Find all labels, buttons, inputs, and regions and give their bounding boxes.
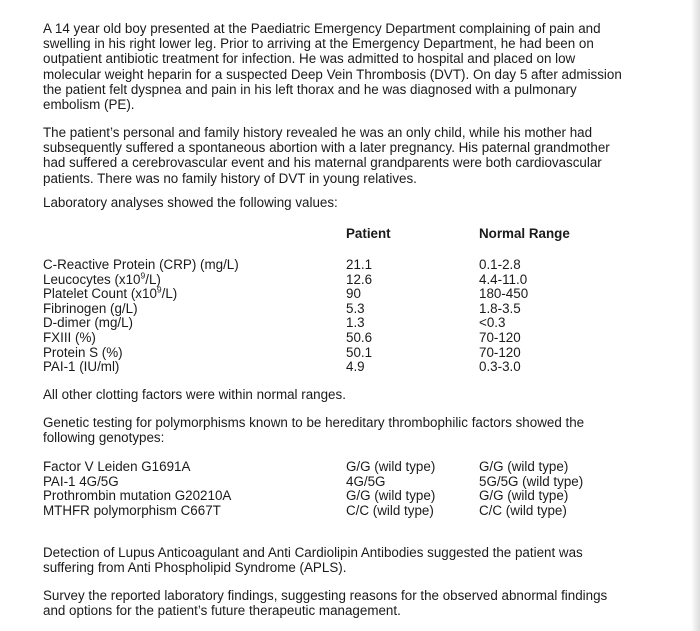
- genetic-normal-genotype: G/G (wild type): [479, 488, 569, 504]
- lab-test-name: Protein S (%): [43, 344, 123, 360]
- genetic-factor-name: PAI-1 4G/5G: [43, 473, 119, 489]
- table-row: [43, 345, 683, 360]
- lab-normal-range: 70-120: [479, 344, 521, 360]
- lab-header-normal-range: Normal Range: [479, 226, 570, 241]
- lab-patient-value: 50.1: [346, 344, 373, 360]
- table-row: [43, 474, 683, 489]
- lab-normal-range: 4.4-11.0: [479, 271, 528, 287]
- task-paragraph: [43, 588, 623, 618]
- lab-patient-value: 12.6: [346, 271, 373, 287]
- lab-test-name: PAI-1 (IU/ml): [43, 359, 120, 375]
- apls-text: Detection of Lupus Anticoagulant and Anti Cardiolipin Antibodies suggested the patient was suffering from Anti Phospholipid Syndrome (APLS).: [43, 545, 583, 576]
- lab-patient-value: 5.3: [346, 300, 365, 316]
- genetic-factor-name: Prothrombin mutation G20210A: [43, 488, 232, 504]
- lab-normal-range: 180-450: [479, 286, 529, 302]
- lab-normal-range: 0.3-3.0: [479, 359, 521, 375]
- table-row: [43, 272, 683, 287]
- clotting-note-text: All other clotting factors were within normal ranges.: [43, 387, 346, 402]
- lab-normal-range: 1.8-3.5: [479, 300, 521, 316]
- lab-test-name: Leucocytes $(x10^9/L)$: [43, 270, 161, 287]
- genetic-normal-genotype: 5G/5G (wild type): [479, 473, 584, 489]
- lab-table: [43, 257, 683, 374]
- table-row: [43, 488, 683, 503]
- lab-intro-text: Laboratory analyses showed the following values:: [43, 195, 338, 210]
- page-edge-shadow: [691, 0, 700, 631]
- lab-header-patient: Patient: [346, 226, 391, 241]
- lab-test-name: C-Reactive Protein (CRP) (mg/L): [43, 257, 239, 272]
- task-text: Survey the reported laboratory findings, suggesting reasons for the observed abnormal findings and options for the patient’s future therapeutic management.: [43, 588, 608, 619]
- genetic-normal-genotype: C/C (wild type): [479, 502, 567, 518]
- genetic-intro-text: Genetic testing for polymorphisms known to be hereditary thrombophilic factors showed the following genotypes:: [43, 415, 585, 446]
- clotting-note-paragraph: [43, 387, 683, 402]
- lab-patient-value: 90: [346, 286, 361, 302]
- genetic-intro-paragraph: [43, 415, 613, 445]
- lab-normal-range: 70-120: [479, 329, 521, 345]
- lab-intro-paragraph: [43, 195, 683, 210]
- table-row: [43, 286, 683, 301]
- table-row: [43, 459, 683, 474]
- genetic-factor-name: Factor V Leiden G1691A: [43, 459, 191, 474]
- table-row: [43, 301, 683, 316]
- lab-patient-value: 4.9: [346, 359, 365, 375]
- family-history-text: The patient’s personal and family history revealed he was an only child, while his mother had subsequently suffered a spontaneous abortion with a later pregnancy. His paternal grandmother had suffered a cerebrovascular event and his maternal grandparents were both cardiovascular patients. There was no family history of DVT in young relatives.: [43, 125, 610, 186]
- lab-patient-value: 1.3: [346, 315, 365, 331]
- lab-patient-value: 50.6: [346, 329, 373, 345]
- lab-table-header: [43, 226, 683, 241]
- lab-test-name: Fibrinogen (g/L): [43, 300, 138, 316]
- genetics-table: [43, 459, 683, 517]
- table-row: [43, 330, 683, 345]
- family-history-paragraph: [43, 125, 628, 186]
- lab-normal-range: 0.1-2.8: [479, 257, 521, 272]
- genetic-normal-genotype: G/G (wild type): [479, 459, 569, 474]
- lab-test-name: D-dimer (mg/L): [43, 315, 134, 331]
- table-row: [43, 315, 683, 330]
- genetic-factor-name: MTHFR polymorphism C667T: [43, 502, 221, 518]
- table-row: [43, 503, 683, 518]
- lab-normal-range: <0.3: [479, 315, 506, 331]
- genetic-patient-genotype: 4G/5G: [346, 473, 386, 489]
- apls-paragraph: [43, 545, 603, 575]
- genetic-patient-genotype: G/G (wild type): [346, 488, 436, 504]
- genetic-patient-genotype: G/G (wild type): [346, 459, 436, 474]
- genetic-patient-genotype: C/C (wild type): [346, 502, 434, 518]
- case-intro-text: A 14 year old boy presented at the Paediatric Emergency Department complaining of pain and swelling in his right lower leg. Prior to arriving at the Emergency Department, he had been on outpatient antibiotic treatment for infection. He was admitted to hospital and placed on low molecular weight heparin for a suspected Deep Vein Thrombosis (DVT). On day 5 after admission the patient felt dyspnea and pain in his left thorax and he was diagnosed with a pulmonary embolism (PE).: [43, 21, 622, 113]
- lab-patient-value: 21.1: [346, 257, 373, 272]
- table-row: [43, 257, 683, 272]
- case-intro-paragraph: [43, 21, 633, 112]
- lab-test-name: FXIII (%): [43, 329, 96, 345]
- table-row: [43, 359, 683, 374]
- lab-test-name: Platelet Count $(x10^9/L)$: [43, 284, 178, 302]
